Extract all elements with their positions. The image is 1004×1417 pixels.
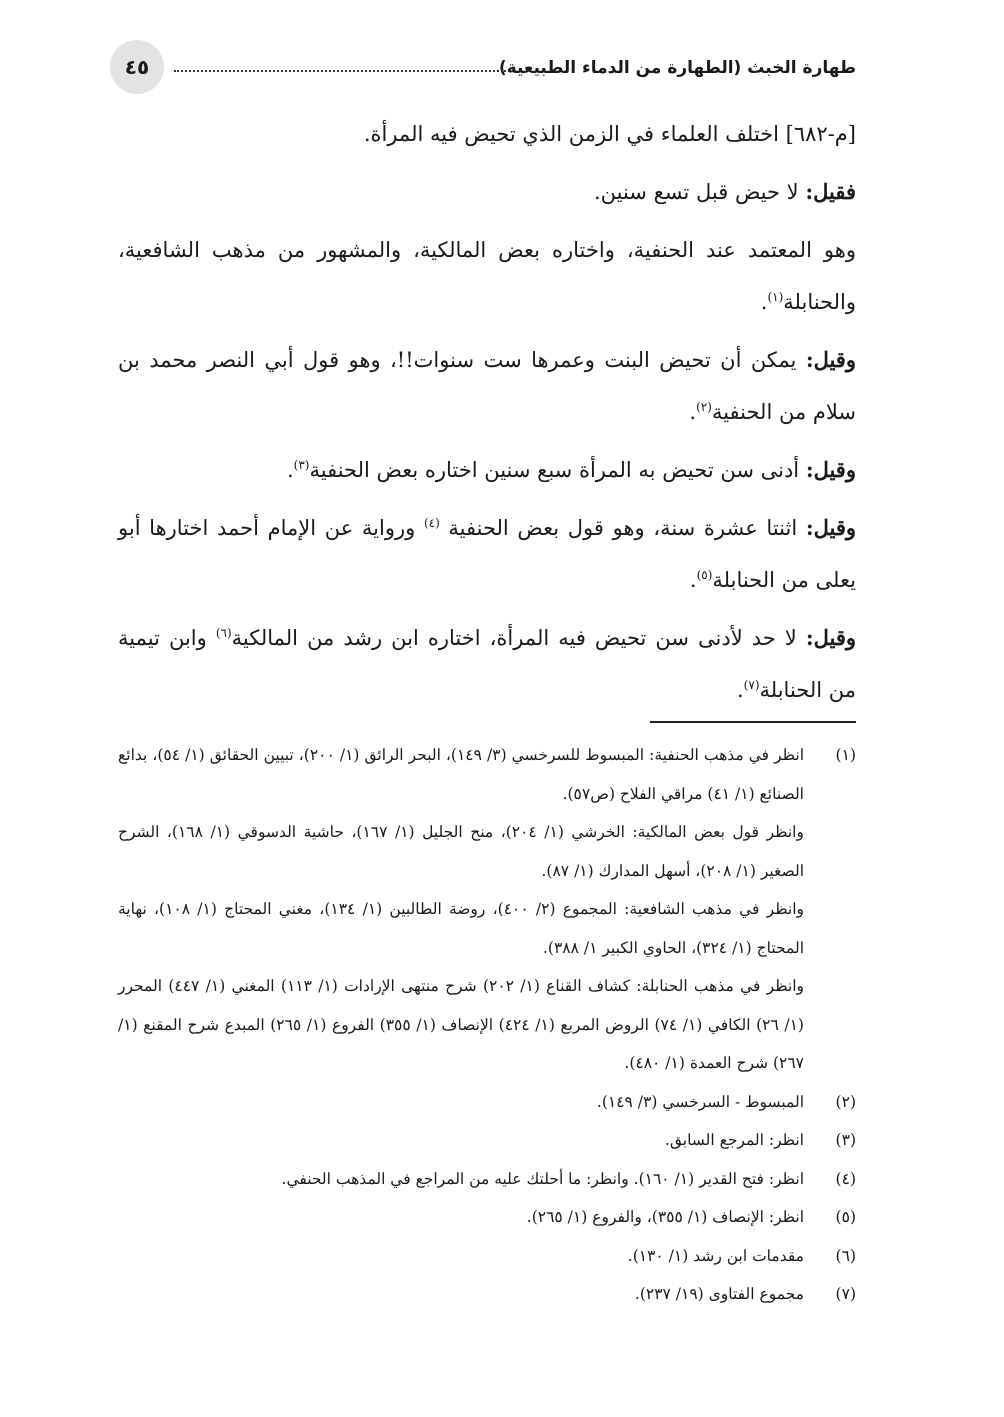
paragraph-text: [م-٦٨٢] اختلف العلماء في الزمن الذي تحيض فيه المرأة. xyxy=(363,122,856,146)
footnote-line: انظر في مذهب الحنفية: المبسوط للسرخسي (٣/ ١٤٩)، البحر الرائق (١/ ٢٠٠)، تبيين الحقائق (١/ ٥٤)، بدائع الصنائع (١/ ٤١) مراقي الفلاح (ص٥٧). xyxy=(118,746,804,803)
paragraph-1 xyxy=(118,108,856,160)
footnote-body xyxy=(118,1275,804,1314)
footnote-7 xyxy=(118,1275,856,1314)
main-text xyxy=(118,108,856,722)
opinion-lead: وقيل: xyxy=(805,457,856,482)
paragraph-text: ورواية عن الإمام أحمد اختارها أبو يعلى من الحنابلة xyxy=(118,516,856,592)
footnote-body xyxy=(118,1121,804,1160)
footnote-1 xyxy=(118,736,856,1083)
opinion-lead: فقيل: xyxy=(805,179,856,204)
footnote-line: وانظر في مذهب الشافعية: المجموع (٢/ ٤٠٠)، روضة الطالبين (١/ ١٣٤)، مغني المحتاج (١/ ١٠٨)، نهاية المحتاج (١/ ٣٢٤)، الحاوي الكبير ١/ ٣٨٨). xyxy=(118,900,805,957)
punctuation: . xyxy=(760,290,768,314)
footnote-ref[interactable]: (٥) xyxy=(696,568,713,582)
footnote-number: (٥) xyxy=(835,1208,856,1226)
opinion-lead: وقيل: xyxy=(805,515,857,540)
paragraph-text: أدنى سن تحيض به المرأة سبع سنين اختاره بعض الحنفية xyxy=(309,458,806,482)
paragraph-3 xyxy=(118,224,856,328)
footnote-line: المبسوط - السرخسي (٣/ ١٤٩). xyxy=(596,1092,804,1111)
footnote-number: (٦) xyxy=(835,1246,856,1265)
footnote-body xyxy=(118,1198,804,1237)
footnote-6 xyxy=(118,1237,856,1276)
footnote-body xyxy=(118,736,804,1083)
paragraph-text: اثنتا عشرة سنة، وهو قول بعض الحنفية xyxy=(439,516,806,540)
paragraph-text: لا حد لأدنى سن تحيض فيه المرأة، اختاره ابن رشد من المالكية xyxy=(231,626,806,650)
opinion-lead: وقيل: xyxy=(805,347,856,372)
punctuation: . xyxy=(286,458,294,482)
opinion-lead: وقيل: xyxy=(805,625,857,650)
footnote-ref[interactable]: (٣) xyxy=(293,458,310,472)
footnote-body xyxy=(118,1237,804,1276)
footnote-number: (٤) xyxy=(835,1169,856,1188)
footnote-body xyxy=(118,1160,804,1199)
punctuation: . xyxy=(689,568,697,592)
paragraph-7 xyxy=(118,612,856,716)
footnote-3 xyxy=(118,1121,856,1160)
paragraph-text: وابن تيمية من الحنابلة xyxy=(118,626,856,702)
punctuation: . xyxy=(736,678,744,702)
header-title: طهارة الخبث (الطهارة من الدماء الطبيعية) xyxy=(498,58,856,78)
footnotes-list xyxy=(118,736,856,1314)
footnote-line: مقدمات ابن رشد (١/ ١٣٠). xyxy=(627,1246,804,1265)
page-number-badge: ٤٥ xyxy=(110,40,164,94)
footnote-ref[interactable]: (٢) xyxy=(696,400,712,414)
paragraph-4 xyxy=(118,334,856,438)
punctuation: . xyxy=(689,400,697,424)
paragraph-text: وهو المعتمد عند الحنفية، واختاره بعض المالكية، والمشهور من مذهب الشافعية، والحنابلة xyxy=(118,238,856,314)
footnote-separator xyxy=(650,721,856,723)
footnote-line: انظر: المرجع السابق. xyxy=(664,1131,804,1149)
paragraph-text: لا حيض قبل تسع سنين. xyxy=(593,180,806,204)
footnote-line: وانظر في مذهب الحنابلة: كشاف القناع (١/ ٢٠٢) شرح منتهى الإرادات (١/ ١١٣) المغني (١/ ٤٤٧) المحرر (١/ ٢٦) الكافي (١/ ٧٤) الروض المربع (١/ ٤٢٤) الإنصاف (١/ ٣٥٥) الفروع (١/ ٢٦٥) المبدع شرح المقنع (١/ ٢٦٧) شرح العمدة (١/ ٤٨٠). xyxy=(118,977,805,1072)
footnote-ref[interactable]: (١) xyxy=(767,290,784,304)
paragraph-text: يمكن أن تحيض البنت وعمرها ست سنوات!!، وهو قول أبي النصر محمد بن سلام من الحنفية xyxy=(118,348,856,424)
footnote-ref[interactable]: (٧) xyxy=(743,678,760,692)
footnote-line: انظر: الإنصاف (١/ ٣٥٥)، والفروع (١/ ٢٦٥). xyxy=(526,1208,804,1226)
footnote-line: انظر: فتح القدير (١/ ١٦٠). وانظر: ما أحلتك عليه من المراجع في المذهب الحنفي. xyxy=(281,1169,804,1188)
footnote-line: وانظر قول بعض المالكية: الخرشي (١/ ٢٠٤)، منح الجليل (١/ ١٦٧)، حاشية الدسوقي (١/ ١٦٨)، الشرح الصغير (١/ ٢٠٨)، أسهل المدارك (١/ ٨٧). xyxy=(118,823,804,880)
footnote-number: (١) xyxy=(835,746,856,764)
footnote-4 xyxy=(118,1160,856,1199)
header-dotted-leader xyxy=(174,70,506,72)
paragraph-2 xyxy=(118,166,856,218)
footnote-2 xyxy=(118,1083,856,1122)
footnote-ref[interactable]: (٦) xyxy=(215,626,232,640)
footnote-ref[interactable]: (٤) xyxy=(423,516,440,530)
footnote-line: مجموع الفتاوى (١٩/ ٢٣٧). xyxy=(634,1285,804,1303)
footnote-number: (٣) xyxy=(835,1131,856,1149)
footnote-5 xyxy=(118,1198,856,1237)
footnote-body xyxy=(118,1083,804,1122)
paragraph-6 xyxy=(118,502,856,606)
paragraph-5 xyxy=(118,444,856,496)
footnote-number: (٢) xyxy=(835,1092,856,1111)
running-header xyxy=(108,40,856,96)
footnote-number: (٧) xyxy=(835,1285,856,1303)
